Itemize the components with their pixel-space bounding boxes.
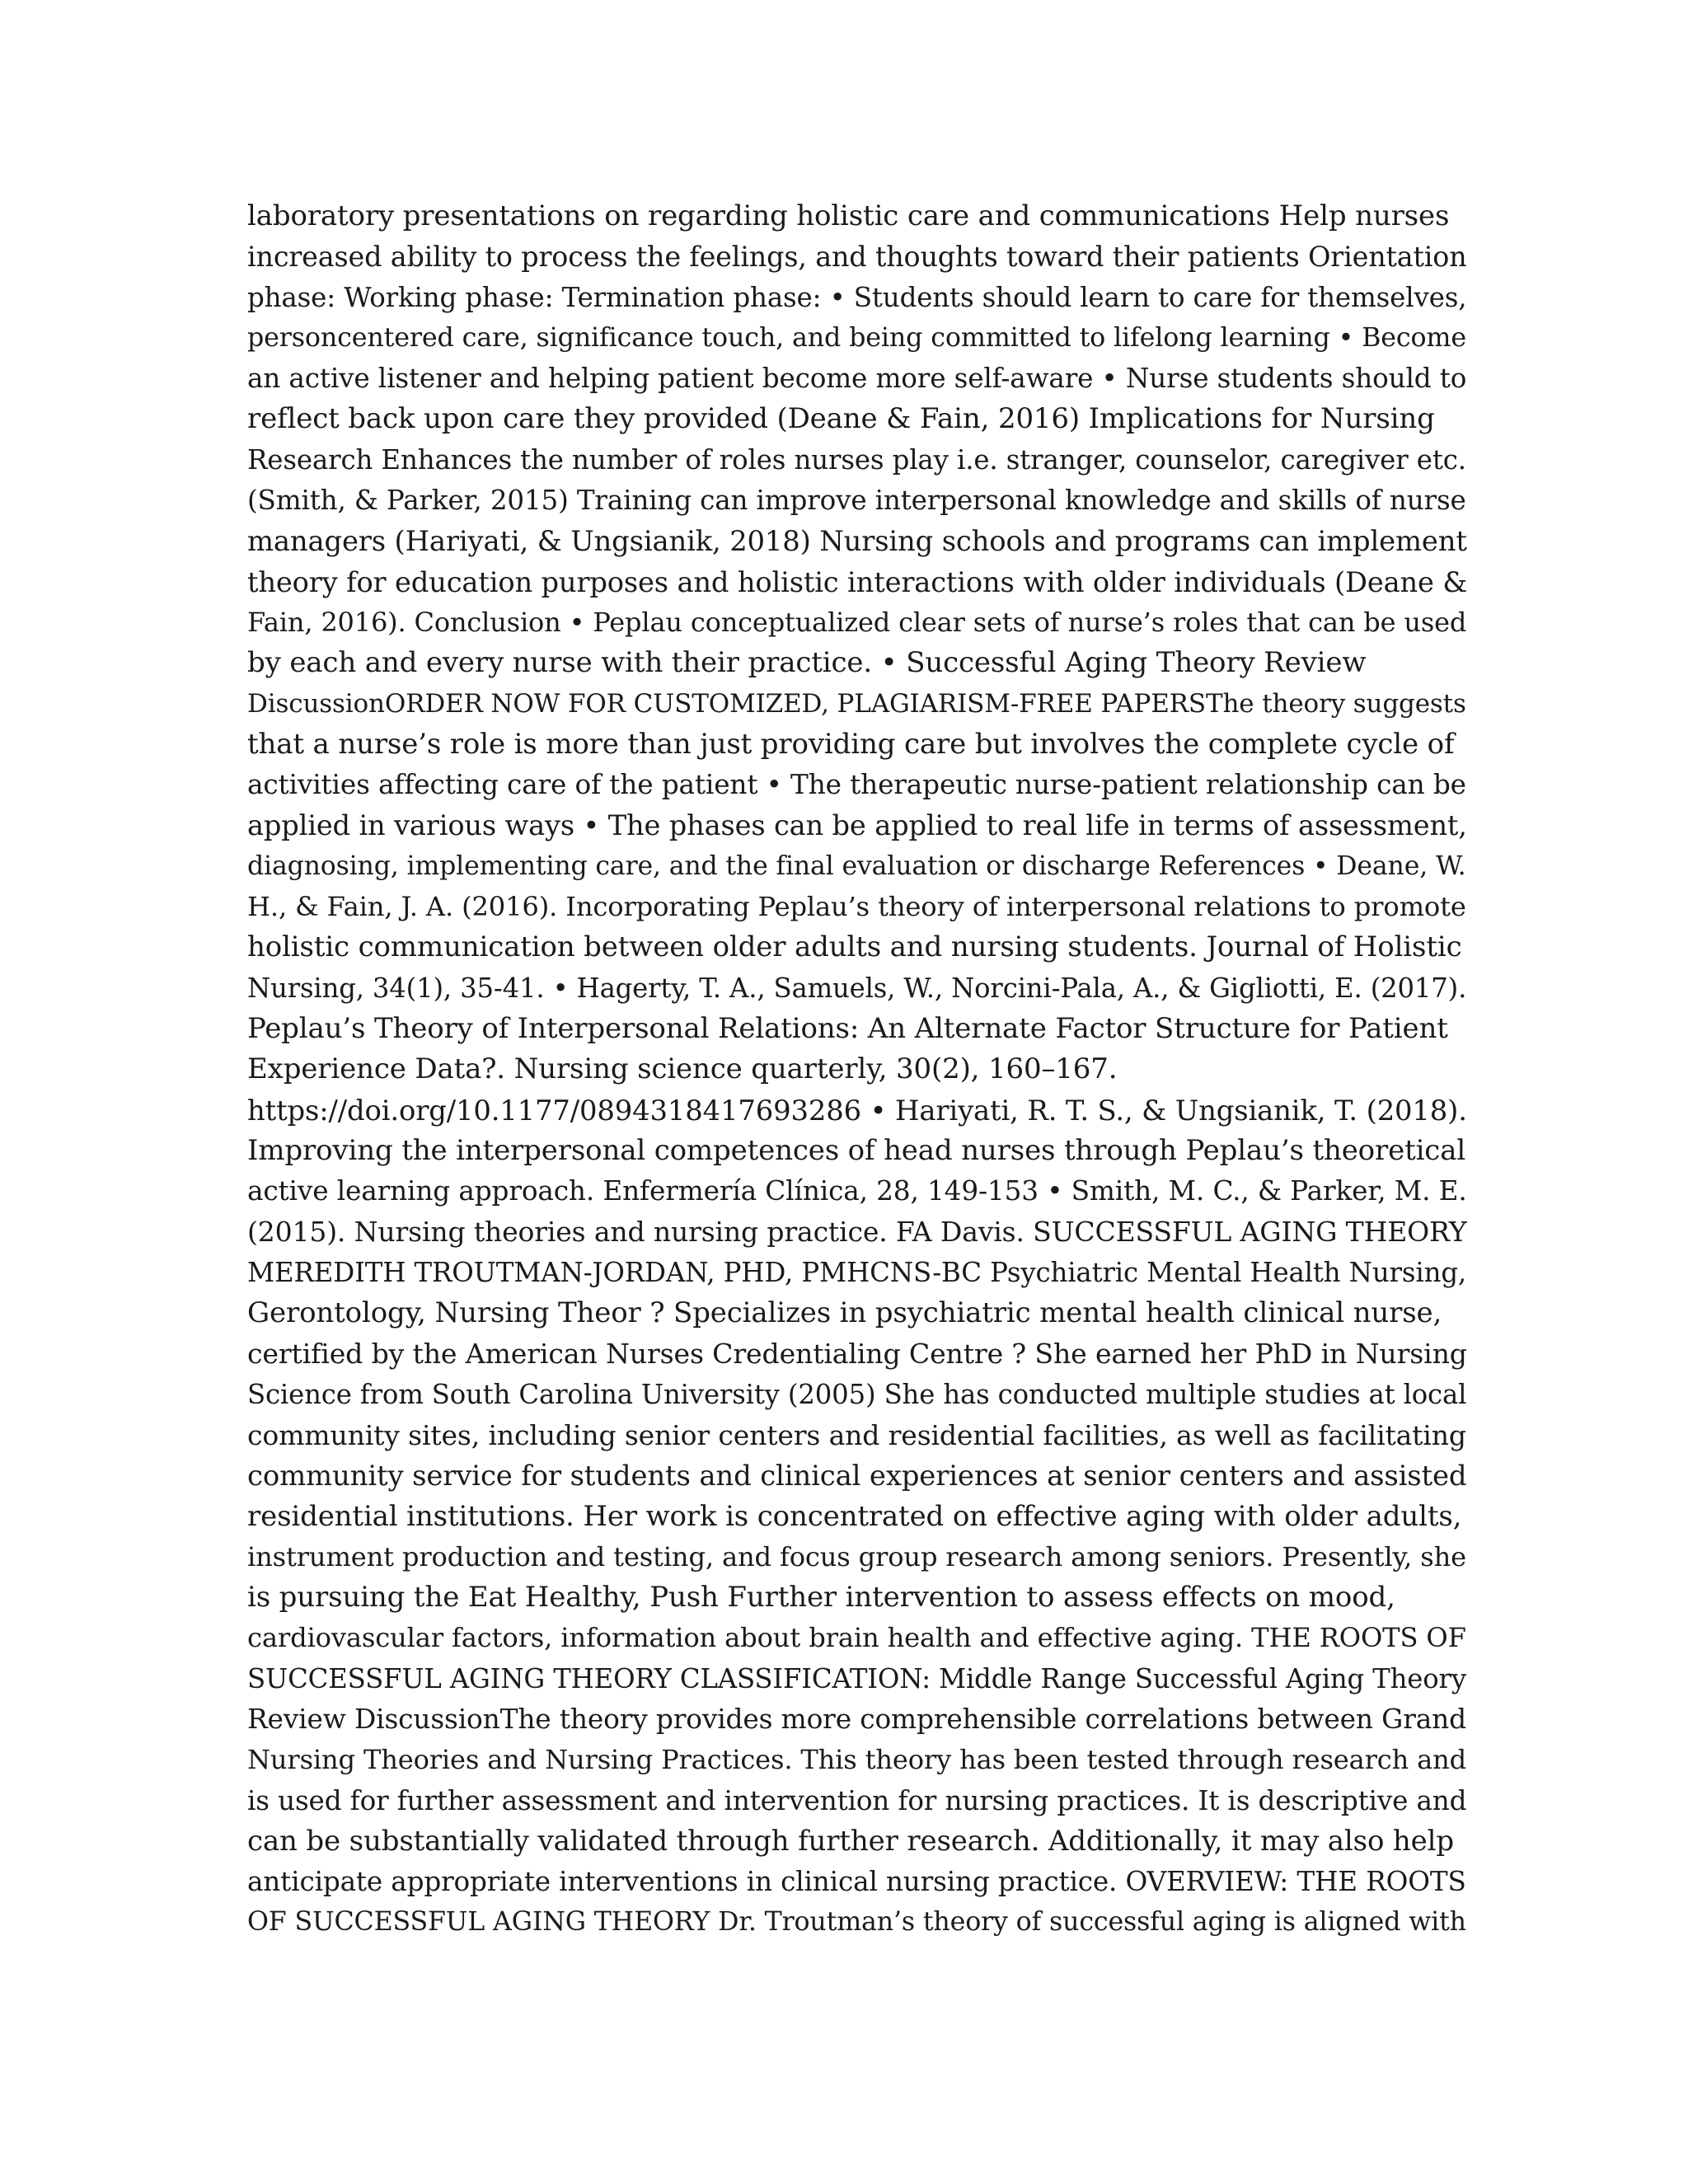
text-line: Research Enhances the number of roles nurses play i.e. stranger, counselor, caregiver etc. (247, 443, 1466, 476)
text-line: (2015). Nursing theories and nursing practice. FA Davis. SUCCESSFUL AGING THEORY (247, 1216, 1467, 1249)
text-line: residential institutions. Her work is concentrated on effective aging with older adults, (247, 1499, 1462, 1533)
text-line: Nursing Theories and Nursing Practices. This theory has been tested through research and (247, 1744, 1467, 1776)
text-line: OF SUCCESSFUL AGING THEORY Dr. Troutman’s theory of successful aging is aligned with (247, 1907, 1466, 1938)
text-line: managers (Hariyati, & Ungsianik, 2018) Nursing schools and programs can implement (247, 525, 1467, 558)
text-line: Gerontology, Nursing Theor ? Specializes in psychiatric mental health clinical nurse, (247, 1296, 1442, 1330)
text-line: theory for education purposes and holistic interactions with older individuals (Deane & (247, 565, 1468, 598)
text-line: Fain, 2016). Conclusion • Peplau conceptualized clear sets of nurse’s roles that can be used (247, 606, 1467, 638)
text-line: Nursing, 34(1), 35-41. • Hagerty, T. A., Samuels, W., Norcini-Pala, A., & Gigliotti, E. (2017). (247, 972, 1467, 1004)
text-line: Peplau’s Theory of Interpersonal Relations: An Alternate Factor Structure for Patient (247, 1011, 1448, 1045)
text-line: is pursuing the Eat Healthy, Push Further intervention to assess effects on mood, (247, 1581, 1395, 1615)
text-line: holistic communication between older adults and nursing students. Journal of Holistic (247, 930, 1462, 964)
text-line: Science from South Carolina University (2005) She has conducted multiple studies at local (247, 1378, 1467, 1410)
text-line: Improving the interpersonal competences of head nurses through Peplau’s theoretical (247, 1133, 1466, 1167)
text-line: MEREDITH TROUTMAN-JORDAN, PHD, PMHCNS-BC Psychiatric Mental Health Nursing, (247, 1256, 1467, 1288)
text-line: can be substantially validated through further research. Additionally, it may also help (247, 1824, 1454, 1858)
text-line: certified by the American Nurses Credentialing Centre ? She earned her PhD in Nursing (247, 1338, 1467, 1371)
text-line: active learning approach. Enfermería Clínica, 28, 149-153 • Smith, M. C., & Parker, M. E. (247, 1175, 1467, 1207)
text-line: DiscussionORDER NOW FOR CUSTOMIZED, PLAGIARISM-FREE PAPERSThe theory suggests (247, 688, 1466, 719)
text-line: applied in various ways • The phases can be applied to real life in terms of assessment, (247, 809, 1467, 842)
text-line: phase: Working phase: Termination phase: • Students should learn to care for themselves, (247, 281, 1467, 313)
text-line: SUCCESSFUL AGING THEORY CLASSIFICATION: Middle Range Successful Aging Theory (247, 1662, 1466, 1694)
text-line: community service for students and clinical experiences at senior centers and assisted (247, 1460, 1467, 1493)
text-line: personcentered care, significance touch, and being committed to lifelong learning • Become (247, 322, 1466, 353)
text-line: (Smith, & Parker, 2015) Training can improve interpersonal knowledge and skills of nurse (247, 485, 1466, 517)
text-line: diagnosing, implementing care, and the final evaluation or discharge References • Deane, W. (247, 851, 1466, 881)
text-line: is used for further assessment and intervention for nursing practices. It is descriptive and (247, 1784, 1467, 1816)
text-line: https://doi.org/10.1177/0894318417693286 • Hariyati, R. T. S., & Ungsianik, T. (2018). (247, 1094, 1467, 1127)
text-line: Review DiscussionThe theory provides more comprehensible correlations between Grand (247, 1703, 1466, 1735)
text-line: by each and every nurse with their practice. • Successful Aging Theory Review (247, 646, 1367, 680)
text-line: increased ability to process the feelings, and thoughts toward their patients Orientation (247, 241, 1467, 274)
text-line: H., & Fain, J. A. (2016). Incorporating Peplau’s theory of interpersonal relations to promote (247, 891, 1466, 923)
text-line: instrument production and testing, and focus group research among seniors. Presently, she (247, 1540, 1467, 1572)
text-line: cardiovascular factors, information about brain health and effective aging. THE ROOTS OF (247, 1622, 1466, 1654)
text-line: laboratory presentations on regarding holistic care and communications Help nurses (247, 199, 1450, 232)
text-line: that a nurse’s role is more than just providing care but involves the complete cycle of (247, 727, 1455, 761)
text-line: reflect back upon care they provided (Deane & Fain, 2016) Implications for Nursing (247, 402, 1435, 436)
body-text (247, 196, 1467, 1943)
text-line: an active listener and helping patient become more self-aware • Nurse students should to (247, 363, 1467, 395)
text-line: community sites, including senior centers and residential facilities, as well as facilitating (247, 1418, 1466, 1451)
text-line: anticipate appropriate interventions in clinical nursing practice. OVERVIEW: THE ROOTS (247, 1866, 1466, 1898)
text-line: Experience Data?. Nursing science quarterly, 30(2), 160–167. (247, 1052, 1118, 1086)
text-line: activities affecting care of the patient • The therapeutic nurse-patient relationship can be (247, 769, 1466, 801)
